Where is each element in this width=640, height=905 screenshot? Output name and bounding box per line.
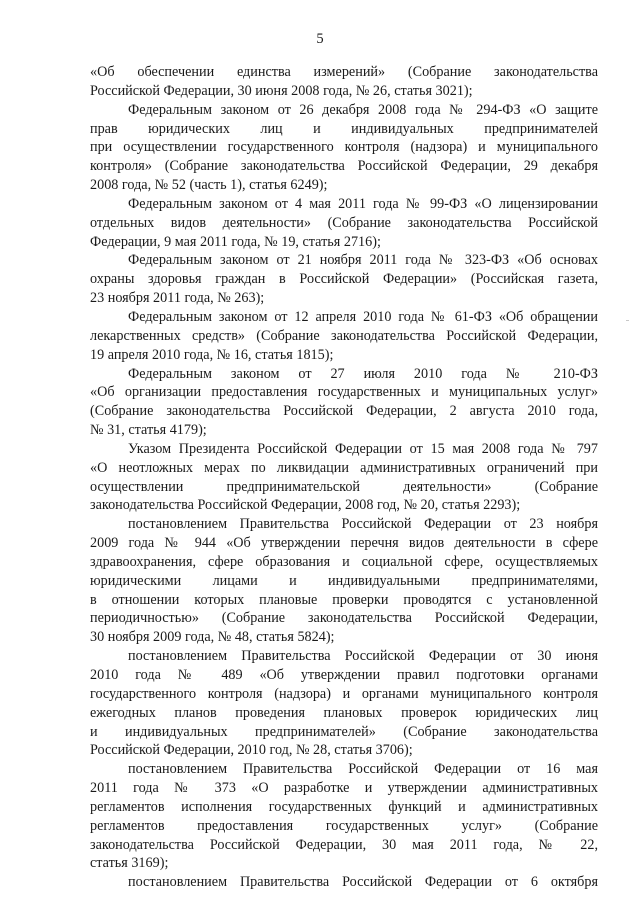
text-line: законодательства Российской Федерации, 2008 год, № 20, статья 2293); <box>90 497 521 514</box>
text-line: 2011 года № 373 «О разработке и утверждении административных <box>90 780 598 797</box>
text-line: Российской Федерации, 2010 год, № 28, статья 3706); <box>90 742 413 759</box>
document-body <box>90 63 598 892</box>
text-line: постановлением Правительства Российской Федерации от 30 июня <box>128 648 598 665</box>
text-line: Федеральным законом от 26 декабря 2008 года № 294-ФЗ «О защите <box>128 101 598 118</box>
paragraph-p11 <box>90 873 598 892</box>
text-line: осуществлении предпринимательской деятельности» (Собрание <box>90 478 598 495</box>
text-line: 2008 года, № 52 (часть 1), статья 6249); <box>90 177 328 194</box>
paragraph-p4 <box>90 251 598 308</box>
text-line: постановлением Правительства Российской Федерации от 6 октября <box>128 874 598 891</box>
paragraph-p8 <box>90 515 598 647</box>
text-line: постановлением Правительства Российской Федерации от 16 мая <box>128 761 598 778</box>
text-line: ежегодных планов проведения плановых проверок юридических лиц <box>90 704 598 721</box>
paragraph-p6 <box>90 365 598 440</box>
text-line: здравоохранения, сфере образования и социальной сфере, осуществляемых <box>90 553 598 570</box>
text-line: при осуществлении государственного контроля (надзора) и муниципального <box>90 139 598 156</box>
text-line: «Об организации предоставления государственных и муниципальных услуг» <box>90 384 598 401</box>
text-line: статья 3169); <box>90 855 169 872</box>
text-line: постановлением Правительства Российской Федерации от 23 ноября <box>128 516 598 533</box>
text-line: и индивидуальных предпринимателей» (Собрание законодательства <box>90 723 598 740</box>
paragraph-p2 <box>90 101 598 195</box>
text-line: Федерации, 9 мая 2011 года, № 19, статья 2716); <box>90 233 381 250</box>
paragraph-p1 <box>90 63 598 101</box>
text-line: Российской Федерации, 30 июня 2008 года, № 26, статья 3021); <box>90 82 473 99</box>
page-number: 5 <box>316 31 324 47</box>
text-line: законодательства Российской Федерации, 30 мая 2011 года, № 22, <box>90 836 598 853</box>
text-line: лекарственных средств» (Собрание законодательства Российской Федерации, <box>90 327 598 344</box>
text-line: (Собрание законодательства Российской Федерации, 2 августа 2010 года, <box>90 403 598 420</box>
paragraph-p3 <box>90 195 598 252</box>
text-line: Федеральным законом от 12 апреля 2010 года № 61-ФЗ «Об обращении <box>128 308 598 325</box>
text-line: прав юридических лиц и индивидуальных предпринимателей <box>90 120 598 137</box>
text-line: 19 апреля 2010 года, № 16, статья 1815); <box>90 346 334 363</box>
paragraph-p9 <box>90 647 598 760</box>
text-line: отдельных видов деятельности» (Собрание законодательства Российской <box>90 214 598 231</box>
text-line: регламентов предоставления государственных услуг» (Собрание <box>90 817 598 834</box>
text-line: Федеральным законом от 4 мая 2011 года № 99-ФЗ «О лицензировании <box>128 195 598 212</box>
paragraph-p10 <box>90 760 598 873</box>
text-line: «Об обеспечении единства измерений» (Собрание законодательства <box>90 64 598 80</box>
text-line: охраны здоровья граждан в Российской Федерации» (Российская газета, <box>90 271 598 288</box>
text-line: 2010 года № 489 «Об утверждении правил подготовки органами <box>90 667 598 683</box>
text-line: юридическими лицами и индивидуальными предпринимателями, <box>90 572 598 589</box>
text-line: 30 ноября 2009 года, № 48, статья 5824); <box>90 629 335 646</box>
text-line: государственного контроля (надзора) и органами муниципального контроля <box>90 685 598 702</box>
text-line: регламентов исполнения государственных функций и административных <box>90 798 598 815</box>
paragraph-p7 <box>90 440 598 515</box>
text-line: в отношении которых плановые проверки проводятся с установленной <box>90 591 598 608</box>
text-line: 23 ноября 2011 года, № 263); <box>90 290 265 307</box>
text-line: контроля» (Собрание законодательства Российской Федерации, 29 декабря <box>90 158 598 175</box>
text-line: Федеральным законом от 27 июля 2010 года № 210-ФЗ <box>128 365 598 382</box>
scan-margin-mark <box>626 320 629 321</box>
text-line: Федеральным законом от 21 ноября 2011 года № 323-ФЗ «Об основах <box>128 252 598 269</box>
text-line: 2009 года № 944 «Об утверждении перечня видов деятельности в сфере <box>90 535 598 552</box>
text-line: Указом Президента Российской Федерации от 15 мая 2008 года № 797 <box>128 440 598 457</box>
text-line: «О неотложных мерах по ликвидации административных ограничений при <box>90 459 598 476</box>
paragraph-p5 <box>90 308 598 365</box>
text-line: № 31, статья 4179); <box>90 422 207 439</box>
text-line: периодичностью» (Собрание законодательства Российской Федерации, <box>90 610 598 627</box>
